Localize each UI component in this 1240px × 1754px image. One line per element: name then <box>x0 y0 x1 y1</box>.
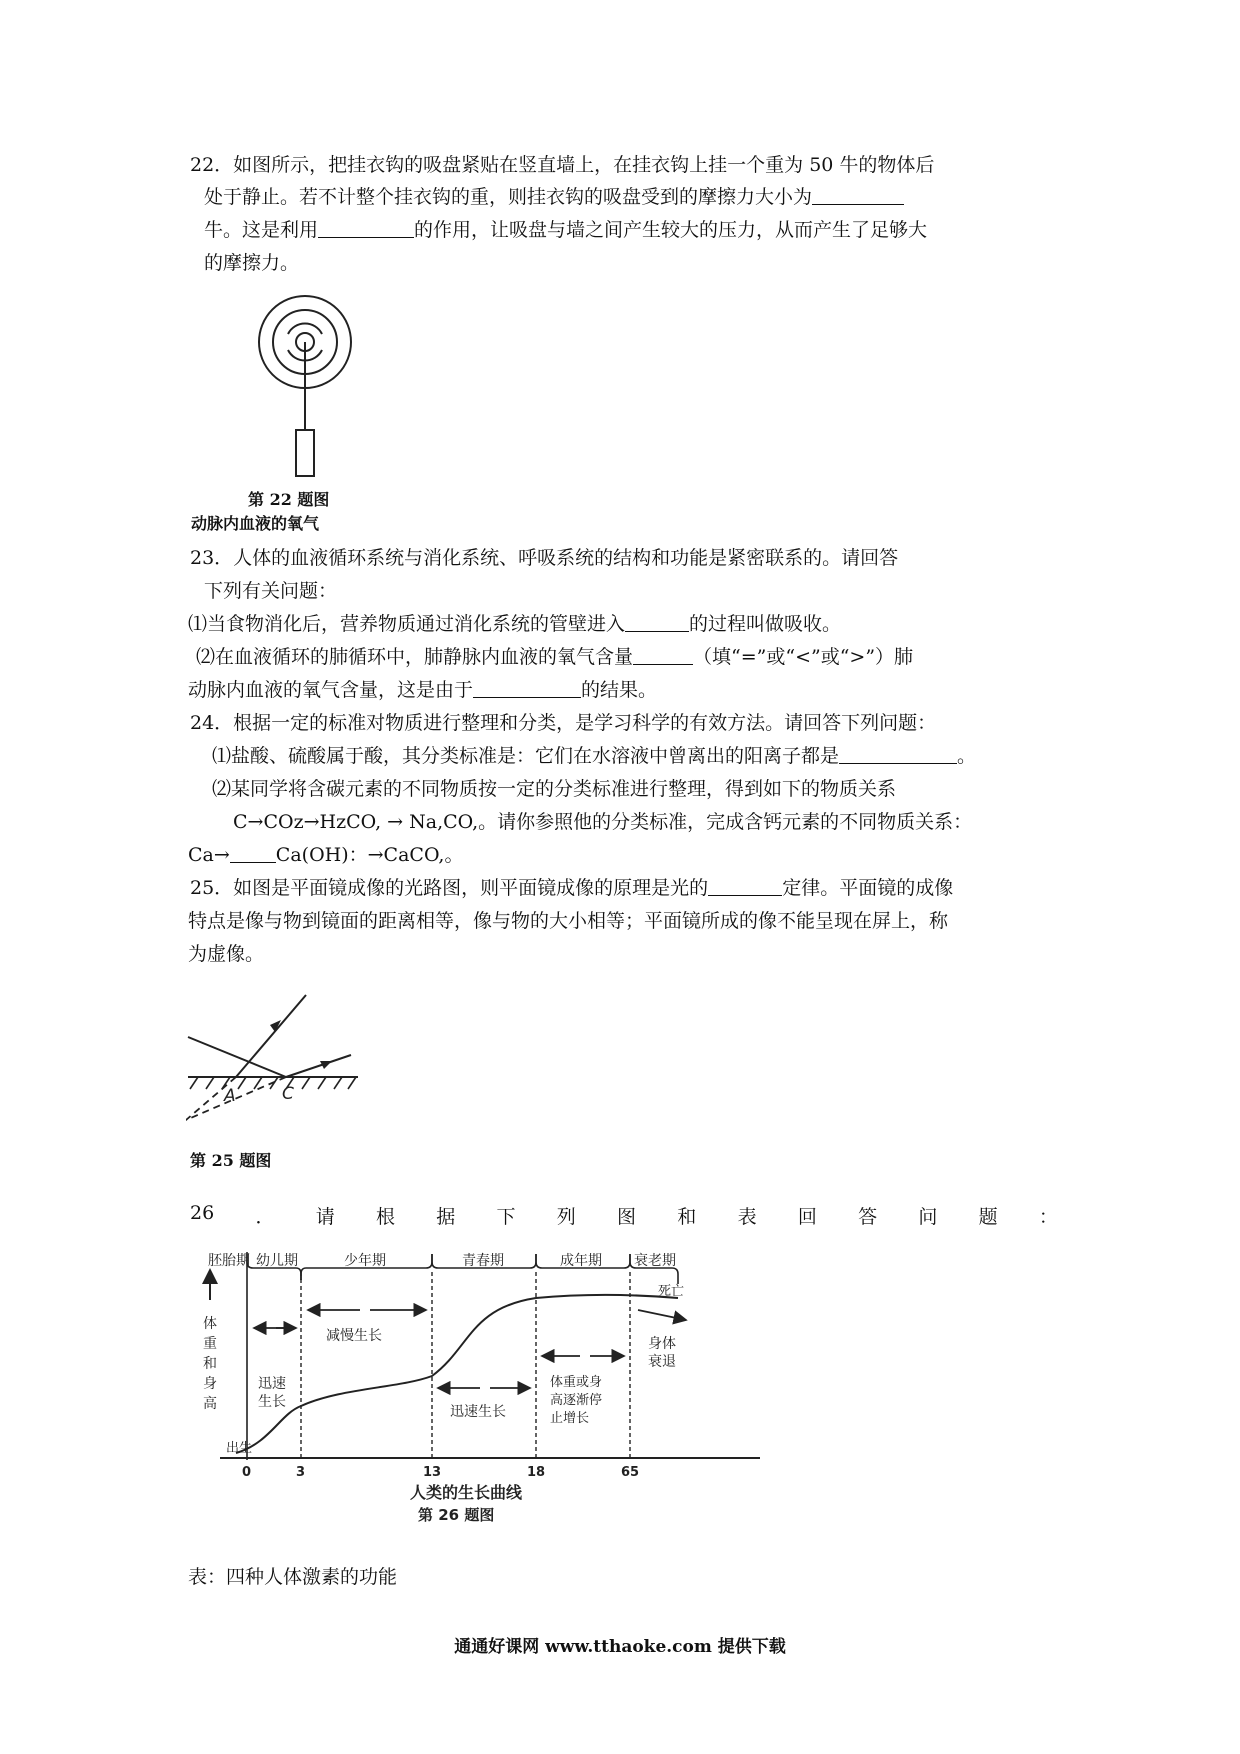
stage-childhood: 少年期 <box>344 1253 386 1269</box>
q23-part-1: ⑴当食物消化后，营养物质通过消化系统的管壁进入 的过程叫做吸收。 <box>188 613 842 635</box>
q25-label-c: C <box>282 1084 294 1104</box>
stage-infancy: 幼儿期 <box>256 1253 298 1269</box>
q23-part-2: ⑵在血液循环的肺循环中，肺静脉内血液的氧气含量 （填“=”或“<”或“>”）肺 <box>196 646 914 668</box>
q24-blank-1[interactable] <box>839 743 957 764</box>
q26-growth-chart <box>200 1248 780 1528</box>
q25-line-1: 25．如图是平面镜成像的光路图，则平面镜成像的原理是光的 定律。平面镜的成像 <box>190 877 954 899</box>
tick-0: 0 <box>242 1465 252 1480</box>
q24-part-2: ⑵某同学将含碳元素的不同物质按一定的分类标准进行整理，得到如下的物质关系 <box>212 778 897 800</box>
region-slow: 减慢生长 <box>326 1328 382 1344</box>
q22-line-1: 22．如图所示，把挂衣钩的吸盘紧贴在竖直墙上，在挂衣钩上挂一个重为 50 牛的物体后 <box>190 154 935 176</box>
tick-18: 18 <box>527 1465 546 1480</box>
q22-line-3: 牛。这是利用 的作用，让吸盘与墙之间产生较大的压力，从而产生了足够大 <box>204 219 928 241</box>
q22-line-2: 处于静止。若不计整个挂衣钩的重，则挂衣钩的吸盘受到的摩擦力大小为 <box>204 182 904 212</box>
q22-line-4: 的摩擦力。 <box>204 252 300 274</box>
q23-blank-2[interactable] <box>633 644 693 665</box>
tick-65: 65 <box>621 1465 640 1480</box>
q22-figure-caption: 第 22 题图 <box>248 490 330 509</box>
q23-blank-1[interactable] <box>625 611 689 632</box>
q25-blank-1[interactable] <box>708 875 782 896</box>
ylabel-char-1: 体 <box>203 1316 217 1332</box>
q26-line-1: 26 ． 请 根 据 下 列 图 和 表 回 答 问 题 ： <box>190 1202 1058 1228</box>
q23-part-2-cont: 动脉内血液的氧气含量，这是由于 的结果。 <box>188 679 658 701</box>
label-death: 死亡 <box>658 1284 685 1299</box>
region-stop-c: 止增长 <box>550 1411 590 1426</box>
stray-text: 动脉内血液的氧气 <box>191 514 320 533</box>
region-fast-1-b: 生长 <box>258 1394 286 1410</box>
q24-line-1: 24．根据一定的标准对物质进行整理和分类，是学习科学的有效方法。请回答下列问题： <box>190 712 937 734</box>
region-fast-2: 迅速生长 <box>450 1404 506 1420</box>
chart-title: 人类的生长曲线 <box>410 1483 523 1502</box>
stage-old-age: 衰老期 <box>634 1253 676 1269</box>
q22-blank-2[interactable] <box>318 217 414 238</box>
q22-blank-1[interactable] <box>812 184 904 205</box>
label-birth: 出生 <box>226 1441 253 1456</box>
tick-3: 3 <box>296 1465 306 1480</box>
q25-label-a: A <box>224 1086 236 1106</box>
region-stop-a: 体重或身 <box>550 1375 603 1390</box>
tick-13: 13 <box>423 1465 442 1480</box>
q23-line-2: 下列有关问题： <box>204 580 338 602</box>
region-fast-1-a: 迅速 <box>258 1376 286 1392</box>
page-footer: 通通好课网 www.tthaoke.com 提供下载 <box>454 1637 786 1657</box>
q25-figure-mirror-light-path <box>186 975 366 1125</box>
q25-line-3: 为虚像。 <box>188 943 265 965</box>
region-decline-a: 身体 <box>648 1336 676 1352</box>
q24-part-2-formula: C→COz→HzCO, → Na,CO,。请你参照他的分类标准，完成含钙元素的不同物质关系： <box>233 811 973 833</box>
ylabel-char-5: 高 <box>203 1396 217 1412</box>
stage-adolescence: 青春期 <box>462 1253 504 1269</box>
q25-figure-caption: 第 25 题图 <box>190 1151 272 1170</box>
q26-table-title: 表：四种人体激素的功能 <box>188 1566 398 1588</box>
ylabel-char-4: 身 <box>203 1376 217 1392</box>
stage-adulthood: 成年期 <box>560 1253 602 1269</box>
q24-part-2-answer: Ca→ Ca(OH)：→CaCO,。 <box>188 844 464 866</box>
q26-figure-caption: 第 26 题图 <box>418 1506 495 1524</box>
q24-blank-2[interactable] <box>230 842 276 863</box>
ylabel-char-2: 重 <box>203 1336 217 1352</box>
stage-embryo: 胚胎期 <box>208 1253 250 1269</box>
q22-figure-suction-hook <box>255 292 365 482</box>
q23-line-1: 23．人体的血液循环系统与消化系统、呼吸系统的结构和功能是紧密联系的。请回答 <box>190 547 899 569</box>
q24-part-1: ⑴盐酸、硫酸属于酸，其分类标准是：它们在水溶液中曾离出的阳离子都是 。 <box>212 745 977 767</box>
q23-blank-3[interactable] <box>473 677 581 698</box>
q25-line-2: 特点是像与物到镜面的距离相等，像与物的大小相等；平面镜所成的像不能呈现在屏上，称 <box>188 910 949 932</box>
ylabel-char-3: 和 <box>203 1356 217 1372</box>
region-decline-b: 衰退 <box>648 1354 676 1370</box>
region-stop-b: 高逐渐停 <box>550 1393 603 1408</box>
